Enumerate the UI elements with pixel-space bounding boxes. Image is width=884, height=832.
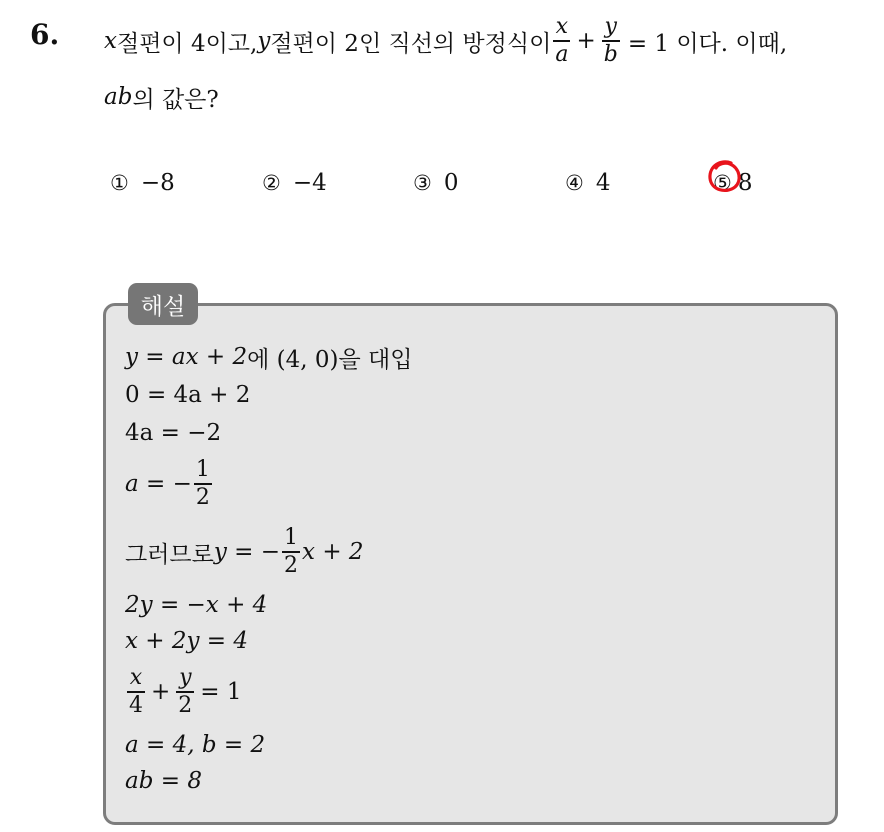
- solution-math: 4a = −2: [125, 420, 222, 446]
- var-y: y: [257, 28, 271, 54]
- plus-sign: +: [151, 679, 171, 705]
- fraction-numerator: y: [179, 665, 192, 691]
- fraction-y-over-2: [176, 667, 194, 717]
- fraction-y-over-b: [602, 16, 620, 66]
- question-number: 6.: [30, 18, 60, 51]
- solution-text: 에 (4, 0)을 대입: [247, 346, 413, 373]
- fraction-denominator: a: [555, 41, 569, 67]
- solution-line-1: [125, 340, 412, 374]
- solution-math: y = ax + 2: [125, 344, 248, 370]
- solution-line-8: [125, 662, 242, 722]
- fraction-numerator: 1: [284, 525, 299, 551]
- fraction-denominator: b: [603, 41, 618, 67]
- choice-2[interactable]: [262, 170, 327, 196]
- solution-line-6: [125, 588, 267, 622]
- solution-line-7: [125, 624, 248, 658]
- fraction-one-half: [194, 459, 212, 509]
- solution-line-5: [125, 522, 364, 582]
- solution-line-9: [125, 728, 265, 762]
- solution-math: x + 2y = 4: [125, 628, 249, 654]
- choice-3[interactable]: [413, 170, 458, 196]
- choice-4[interactable]: [565, 170, 610, 196]
- solution-math: 2y = −x + 4: [125, 592, 268, 618]
- fraction-numerator: 1: [195, 457, 210, 483]
- choice-mark: ②: [262, 171, 281, 195]
- plus-sign: +: [576, 28, 596, 54]
- fraction-x-over-4: [127, 667, 145, 717]
- solution-math: x + 2: [302, 539, 364, 565]
- solution-label: 해설: [128, 283, 198, 325]
- question-line2-text: 의 값은?: [132, 86, 219, 113]
- question-text-a: 절편이 4이고,: [116, 30, 258, 57]
- choice-1[interactable]: [110, 170, 175, 196]
- solution-math: = 1: [200, 679, 242, 705]
- choice-mark: ③: [413, 171, 432, 195]
- fraction-numerator: x: [129, 665, 143, 691]
- fraction-denominator: 2: [195, 484, 210, 510]
- var-ab: ab: [104, 84, 133, 110]
- choice-value: −8: [140, 170, 175, 196]
- var-x: x: [104, 28, 117, 54]
- choice-value: −4: [292, 170, 327, 196]
- question-line-2: [104, 80, 219, 114]
- solution-line-3: [125, 416, 221, 450]
- choice-value: 4: [595, 170, 611, 196]
- choice-mark: ⑤: [713, 171, 732, 195]
- solution-math: y = −: [213, 539, 281, 565]
- solution-math: a = −: [125, 471, 192, 497]
- fraction-x-over-a: [553, 16, 570, 66]
- question-line-1: [104, 14, 787, 68]
- choice-value: 8: [737, 170, 753, 196]
- solution-line-10: [125, 764, 202, 798]
- answer-choices: [0, 166, 884, 202]
- solution-line-2: [125, 378, 250, 412]
- solution-text: 그러므로: [125, 541, 214, 568]
- fraction-numerator: y: [604, 14, 617, 40]
- solution-line-4: [125, 454, 214, 514]
- answer-circle-mark: [704, 157, 744, 197]
- choice-mark: ④: [565, 171, 584, 195]
- fraction-one-half: [282, 527, 300, 577]
- question-text-b: 절편이 2인 직선의 방정식이: [270, 30, 552, 57]
- fraction-denominator: 2: [178, 692, 193, 718]
- solution-math: 0 = 4a + 2: [125, 382, 251, 408]
- fraction-denominator: 2: [284, 552, 299, 578]
- choice-value: 0: [443, 170, 459, 196]
- solution-math: a = 4, b = 2: [125, 732, 266, 758]
- question-eq-tail: = 1 이다. 이때,: [627, 30, 788, 57]
- choice-mark: ①: [110, 171, 129, 195]
- fraction-denominator: 4: [129, 692, 143, 718]
- fraction-numerator: x: [555, 14, 569, 40]
- solution-math: ab = 8: [125, 768, 202, 794]
